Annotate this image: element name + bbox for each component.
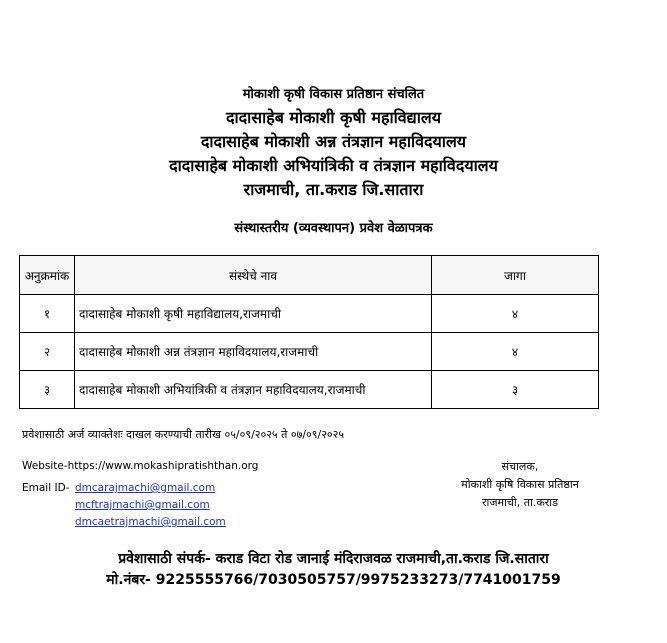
- email-link-engineering[interactable]: dmcaetrajmachi@gmail.com: [75, 516, 226, 528]
- row-seats: ४: [432, 295, 599, 333]
- contact-address: प्रवेशासाठी संपर्क- कराड विटा रोड जानाई मंदिराजवळ राजमाची,ता.कराड जि.सातारा: [118, 551, 549, 567]
- header-institute-name: संस्थेचे नाव: [75, 256, 432, 295]
- phone-label: मो.नंबर-: [106, 572, 151, 588]
- website-text: Website-https://www.mokashipratishthan.org: [22, 460, 259, 472]
- email-link-food-tech[interactable]: mcftrajmachi@gmail.com: [75, 499, 210, 511]
- header-serial: अनुक्रमांक: [20, 256, 75, 295]
- row-seats: ४: [432, 333, 599, 371]
- email-label: Email ID-: [22, 482, 70, 494]
- table-row: [20, 333, 599, 371]
- email-link-agriculture[interactable]: dmcarajmachi@gmail.com: [75, 482, 216, 494]
- address-title: राजमाची, ता.कराड जि.सातारा: [243, 180, 424, 199]
- signature-title: संचालक,: [501, 460, 539, 473]
- college-food-tech-title: दादासाहेब मोकाशी अन्न तंत्रज्ञान महाविदयालय: [200, 132, 467, 151]
- row-serial: १: [20, 295, 75, 333]
- college-agriculture-title: दादासाहेब मोकाशी कृषी महाविद्यालय: [225, 108, 442, 127]
- row-institute-name: दादासाहेब मोकाशी कृषी महाविद्यालय,राजमाची: [75, 295, 432, 333]
- signature-org: मोकाशी कृषि विकास प्रतिष्ठान: [461, 478, 579, 491]
- college-engineering-title: दादासाहेब मोकाशी अभियांत्रिकी व तंत्रज्ञान महाविदयालय: [169, 156, 498, 175]
- row-institute-name: दादासाहेब मोकाशी अभियांत्रिकी व तंत्रज्ञान महाविदयालय,राजमाची: [75, 371, 432, 409]
- application-date-note: प्रवेशासाठी अर्ज व्याक्तेशः दाखल करण्याची तारीख ०५/०९/२०२५ ते ०७/०९/२०२५: [22, 428, 345, 441]
- phone-numbers: 9225555766/7030505757/9975233273/7741001759: [155, 572, 561, 588]
- table-row: [20, 295, 599, 333]
- contact-phone: [0, 570, 667, 589]
- row-seats: ३: [432, 371, 599, 409]
- table-header-row: [20, 256, 599, 295]
- header-seats: जागा: [432, 256, 599, 295]
- schedule-title: संस्थास्तरीय (व्यवस्थापन) प्रवेश वेळापत्रक: [234, 221, 433, 236]
- seats-table: [19, 255, 599, 409]
- table-row: [20, 371, 599, 409]
- row-serial: २: [20, 333, 75, 371]
- signature-place: राजमाची, ता.कराड: [481, 496, 559, 509]
- row-institute-name: दादासाहेब मोकाशी अन्न तंत्रज्ञान महाविदयालय,राजमाची: [75, 333, 432, 371]
- trust-name: मोकाशी कृषी विकास प्रतिष्ठान संचलित: [242, 87, 425, 102]
- row-serial: ३: [20, 371, 75, 409]
